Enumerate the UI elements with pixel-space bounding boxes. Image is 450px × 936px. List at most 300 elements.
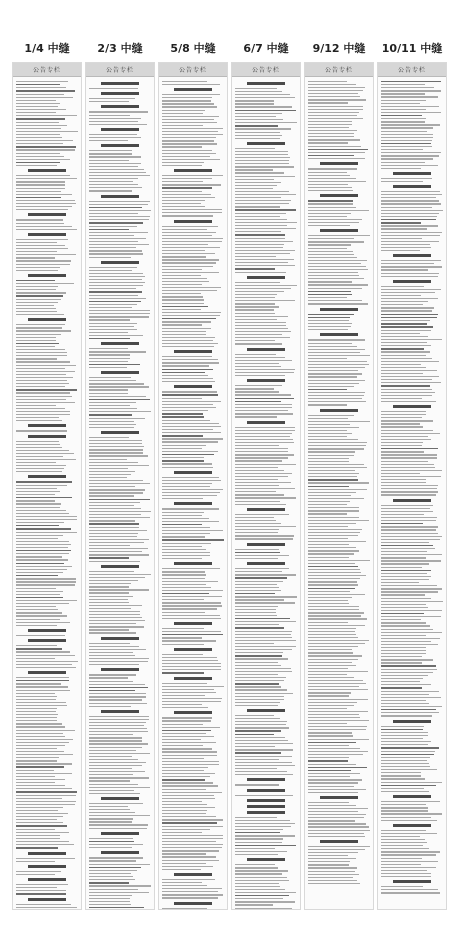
fine-print-line — [235, 715, 274, 716]
fine-print-line — [235, 309, 274, 310]
fine-print-line — [89, 716, 149, 717]
fine-print-line — [381, 385, 430, 386]
fine-print-line — [89, 892, 149, 893]
fine-print-line — [16, 575, 58, 576]
fine-print-line — [89, 803, 143, 804]
fine-print-line — [89, 348, 128, 349]
fine-print-line — [89, 737, 142, 738]
fine-print-line — [308, 436, 347, 437]
notice-heading-mark — [320, 162, 358, 165]
fine-print-line — [308, 711, 368, 712]
fine-print-line — [381, 411, 426, 412]
notice-heading-mark — [393, 254, 431, 257]
fine-print-line — [235, 612, 276, 613]
fine-print-line — [16, 832, 69, 833]
fine-print-line — [89, 396, 146, 397]
fine-print-line — [308, 149, 368, 150]
fine-print-line — [235, 470, 284, 471]
fine-print-line — [235, 442, 294, 443]
fine-print-line — [308, 464, 364, 465]
fine-print-line — [89, 885, 151, 886]
fine-print-line — [381, 775, 421, 776]
fine-print-line — [381, 310, 432, 311]
fine-print-line — [16, 122, 59, 123]
fine-print-line — [89, 626, 144, 627]
fine-print-line — [235, 497, 296, 498]
column-title-6: 10/11 中缝 — [381, 42, 443, 55]
fine-print-line — [89, 402, 136, 403]
fine-print-line — [162, 894, 223, 895]
fine-print-line — [16, 658, 55, 659]
fine-print-line — [89, 229, 129, 230]
notice-heading-mark — [28, 671, 66, 674]
fine-print-line — [381, 647, 426, 648]
fine-print-line — [381, 854, 436, 855]
fine-print-line — [308, 789, 366, 790]
fine-print-line — [16, 188, 65, 189]
fine-print-line — [381, 656, 422, 657]
fine-print-line — [381, 454, 437, 455]
fine-print-line — [16, 283, 74, 284]
fine-print-line — [89, 424, 136, 425]
fine-print-line — [16, 760, 57, 761]
fine-print-line — [162, 229, 207, 230]
fine-print-line — [16, 346, 55, 347]
notice-heading-mark — [393, 720, 431, 723]
fine-print-line — [89, 536, 137, 537]
fine-print-line — [89, 270, 132, 271]
fine-print-line — [381, 162, 425, 163]
fine-print-line — [162, 394, 218, 395]
fine-print-line — [308, 858, 356, 859]
fine-print-line — [235, 637, 292, 638]
fine-print-line — [381, 200, 439, 201]
fine-print-line — [235, 762, 292, 763]
column-title-row — [0, 32, 450, 62]
strip-text-block — [305, 77, 373, 888]
fine-print-line — [16, 763, 72, 764]
fine-print-line — [308, 597, 352, 598]
fine-print-line — [308, 817, 364, 818]
fine-print-line — [235, 128, 291, 129]
fine-print-line — [381, 791, 429, 792]
fine-print-line — [381, 100, 426, 101]
strip-text-block — [86, 77, 154, 910]
fine-print-line — [381, 567, 422, 568]
fine-print-line — [162, 720, 211, 721]
fine-print-line — [89, 351, 146, 352]
fine-print-line — [308, 606, 359, 607]
fine-print-line — [89, 580, 138, 581]
fine-print-line — [89, 655, 135, 656]
fine-print-line — [162, 755, 217, 756]
fine-print-line — [89, 134, 137, 135]
fine-print-line — [235, 892, 296, 893]
fine-print-line — [16, 648, 62, 649]
fine-print-line — [16, 159, 70, 160]
fine-print-line — [381, 448, 438, 449]
fine-print-line — [381, 588, 442, 589]
fine-print-line — [235, 319, 277, 320]
fine-print-line — [235, 552, 280, 553]
fine-print-line — [308, 603, 349, 604]
fine-print-line — [16, 305, 54, 306]
fine-print-line — [16, 754, 73, 755]
fine-print-line — [16, 361, 70, 362]
fine-print-line — [235, 225, 287, 226]
fine-print-line — [308, 136, 354, 137]
fine-print-line — [381, 613, 424, 614]
fine-print-line — [162, 801, 202, 802]
fine-print-line — [162, 337, 215, 338]
fine-print-line — [381, 622, 426, 623]
fine-print-line — [89, 542, 144, 543]
fine-print-line — [308, 427, 359, 428]
fine-print-line — [308, 820, 355, 821]
fine-print-line — [89, 551, 142, 552]
fine-print-line — [308, 550, 359, 551]
notice-heading-mark — [101, 261, 139, 264]
fine-print-line — [308, 294, 352, 295]
fine-print-line — [16, 835, 60, 836]
fine-print-line — [162, 798, 215, 799]
fine-print-line — [162, 483, 212, 484]
fine-print-line — [16, 816, 63, 817]
fine-print-line — [89, 828, 147, 829]
fine-print-line — [235, 832, 280, 833]
fine-print-line — [235, 231, 281, 232]
fine-print-line — [16, 242, 57, 243]
fine-print-line — [89, 380, 136, 381]
notice-heading-mark — [393, 880, 431, 883]
fine-print-line — [235, 908, 292, 909]
fine-print-line — [89, 520, 135, 521]
fine-print-line — [89, 361, 128, 362]
notice-heading-mark — [101, 431, 139, 434]
fine-print-line — [162, 578, 205, 579]
notice-heading-mark — [28, 475, 66, 478]
fine-print-line — [381, 84, 425, 85]
fine-print-line — [308, 668, 348, 669]
fine-print-line — [381, 476, 441, 477]
fine-print-line — [162, 789, 206, 790]
fine-print-line — [16, 907, 77, 908]
notice-heading-mark — [320, 308, 358, 311]
fine-print-line — [89, 437, 129, 438]
fine-print-line — [16, 748, 57, 749]
fine-print-line — [308, 84, 356, 85]
fine-print-line — [308, 594, 365, 595]
fine-print-line — [162, 524, 202, 525]
fine-print-line — [308, 225, 350, 226]
fine-print-line — [16, 156, 64, 157]
fine-print-line — [235, 689, 287, 690]
fine-print-line — [308, 248, 347, 249]
fine-print-line — [381, 632, 442, 633]
notice-heading-mark — [28, 639, 66, 642]
fine-print-line — [162, 343, 218, 344]
fine-print-line — [89, 867, 141, 868]
fine-print-line — [89, 753, 150, 754]
fine-print-line — [16, 730, 75, 731]
fine-print-line — [89, 288, 136, 289]
fine-print-line — [16, 330, 71, 331]
fine-print-line — [162, 346, 214, 347]
fine-print-line — [381, 554, 442, 555]
fine-print-line — [235, 216, 280, 217]
fine-print-line — [235, 549, 279, 550]
fine-print-line — [381, 738, 423, 739]
fine-print-line — [162, 615, 220, 616]
fine-print-line — [308, 732, 352, 733]
fine-print-line — [162, 832, 202, 833]
fine-print-line — [235, 845, 296, 846]
fine-print-line — [308, 513, 347, 514]
fine-print-line — [308, 329, 348, 330]
fine-print-line — [16, 459, 76, 460]
fine-print-line — [162, 178, 212, 179]
fine-print-line — [16, 822, 63, 823]
fine-print-line — [162, 134, 223, 135]
fine-print-line — [162, 521, 219, 522]
fine-print-line — [16, 226, 72, 227]
fine-print-line — [235, 577, 287, 578]
fine-print-line — [89, 592, 129, 593]
notice-heading-mark — [247, 508, 285, 511]
fine-print-line — [89, 793, 140, 794]
fine-print-line — [16, 766, 64, 767]
fine-print-line — [381, 641, 431, 642]
fine-print-line — [16, 481, 72, 482]
fine-print-line — [381, 691, 439, 692]
fine-print-line — [162, 398, 202, 399]
fine-print-line — [162, 159, 220, 160]
fine-print-line — [89, 172, 146, 173]
fine-print-line — [16, 655, 75, 656]
fine-print-line — [235, 256, 276, 257]
fine-print-line — [308, 504, 347, 505]
fine-print-line — [308, 618, 367, 619]
fine-print-line — [235, 851, 287, 852]
fine-print-line — [308, 281, 352, 282]
fine-print-line — [381, 858, 422, 859]
fine-print-line — [89, 124, 147, 125]
fine-print-line — [89, 690, 135, 691]
fine-print-line — [16, 904, 71, 905]
fine-print-line — [16, 292, 66, 293]
fine-print-line — [381, 594, 425, 595]
fine-print-line — [162, 618, 221, 619]
fine-print-line — [308, 203, 353, 204]
fine-print-line — [162, 644, 204, 645]
fine-print-line — [16, 257, 55, 258]
fine-print-line — [16, 280, 55, 281]
fine-print-line — [381, 659, 433, 660]
fine-print-line — [235, 110, 296, 111]
fine-print-line — [16, 444, 60, 445]
fine-print-line — [381, 467, 435, 468]
fine-print-line — [235, 297, 275, 298]
fine-print-line — [308, 303, 368, 304]
fine-print-line — [89, 765, 142, 766]
fine-print-line — [89, 276, 145, 277]
strip-header: 公告专栏 — [232, 63, 300, 77]
fine-print-line — [381, 339, 442, 340]
fine-print-line — [162, 663, 221, 664]
fine-print-line — [89, 674, 136, 675]
fine-print-line — [235, 372, 294, 373]
fine-print-line — [16, 175, 70, 176]
fine-print-line — [235, 451, 288, 452]
fine-print-line — [381, 273, 439, 274]
fine-print-line — [16, 779, 65, 780]
fine-print-line — [381, 398, 422, 399]
fine-print-line — [381, 836, 420, 837]
fine-print-line — [308, 127, 349, 128]
fine-print-line — [308, 538, 348, 539]
fine-print-line — [308, 754, 363, 755]
fine-print-line — [308, 671, 368, 672]
fine-print-line — [16, 209, 68, 210]
fine-print-line — [308, 745, 349, 746]
notice-heading-mark — [247, 142, 285, 145]
fine-print-line — [308, 380, 365, 381]
fine-print-line — [16, 131, 78, 132]
fine-print-line — [308, 458, 349, 459]
fine-print-line — [381, 817, 431, 818]
fine-print-line — [381, 81, 441, 82]
fine-print-line — [308, 121, 352, 122]
fine-print-line — [381, 669, 437, 670]
fine-print-line — [89, 115, 130, 116]
fine-print-line — [89, 596, 133, 597]
fine-print-line — [89, 577, 145, 578]
fine-print-line — [162, 587, 211, 588]
fine-print-line — [16, 541, 69, 542]
fine-print-line — [16, 686, 68, 687]
notice-heading-mark — [28, 213, 66, 216]
fine-print-line — [381, 763, 429, 764]
fine-print-line — [16, 690, 70, 691]
fine-print-line — [89, 643, 130, 644]
fine-print-line — [89, 502, 140, 503]
fine-print-line — [16, 566, 72, 567]
fine-print-line — [308, 767, 367, 768]
fine-print-line — [235, 696, 284, 697]
fine-print-line — [162, 435, 203, 436]
fine-print-line — [16, 847, 58, 848]
fine-print-line — [308, 291, 351, 292]
fine-print-line — [308, 655, 362, 656]
fine-print-line — [16, 717, 57, 718]
fine-print-line — [308, 235, 370, 236]
fine-print-line — [381, 747, 439, 748]
fine-print-line — [308, 686, 359, 687]
fine-print-line — [89, 649, 146, 650]
fine-print-line — [89, 449, 143, 450]
fine-print-line — [89, 722, 146, 723]
fine-print-line — [89, 241, 138, 242]
fine-print-line — [16, 584, 75, 585]
fine-print-line — [16, 578, 76, 579]
fine-print-line — [162, 869, 201, 870]
fine-print-line — [308, 222, 359, 223]
fine-print-line — [381, 426, 423, 427]
fine-print-line — [235, 646, 296, 647]
fine-print-line — [308, 808, 368, 809]
fine-print-line — [381, 610, 442, 611]
fine-print-line — [308, 210, 369, 211]
fine-print-line — [308, 874, 359, 875]
fine-print-line — [235, 176, 295, 177]
fine-print-line — [235, 826, 291, 827]
fine-print-line — [235, 829, 283, 830]
fine-print-line — [89, 608, 131, 609]
fine-print-line — [16, 109, 66, 110]
fine-print-line — [16, 711, 56, 712]
fine-print-line — [381, 782, 442, 783]
notice-heading-mark — [28, 169, 66, 172]
fine-print-line — [89, 329, 137, 330]
fine-print-line — [16, 841, 69, 842]
fine-print-line — [235, 467, 278, 468]
fine-print-line — [162, 331, 206, 332]
fine-print-line — [16, 569, 67, 570]
fine-print-line — [16, 594, 60, 595]
fine-print-line — [16, 314, 64, 315]
fine-print-line — [235, 213, 286, 214]
fine-print-line — [381, 96, 438, 97]
fine-print-line — [16, 581, 76, 582]
fine-print-line — [162, 602, 221, 603]
fine-print-line — [162, 657, 217, 658]
fine-print-line — [162, 508, 219, 509]
fine-print-line — [162, 853, 206, 854]
fine-print-line — [381, 417, 422, 418]
fine-print-line — [16, 383, 69, 384]
fine-print-line — [162, 378, 213, 379]
fine-print-line — [235, 752, 281, 753]
fine-print-line — [235, 730, 281, 731]
notice-heading-mark — [247, 789, 285, 792]
fine-print-line — [89, 499, 150, 500]
fine-print-line — [162, 736, 214, 737]
fine-print-line — [308, 392, 365, 393]
fine-print-line — [16, 785, 65, 786]
fine-print-line — [381, 140, 432, 141]
fine-print-line — [16, 563, 64, 564]
fine-print-line — [89, 882, 129, 883]
fine-print-line — [89, 527, 139, 528]
fine-print-line — [308, 175, 350, 176]
notice-heading-mark — [247, 778, 285, 781]
fine-print-line — [89, 226, 137, 227]
fine-print-line — [235, 615, 277, 616]
fine-print-line — [381, 726, 424, 727]
notice-heading-mark — [174, 562, 212, 565]
fine-print-line — [89, 904, 131, 905]
fine-print-line — [381, 804, 426, 805]
fine-print-line — [235, 154, 288, 155]
fine-print-line — [89, 216, 150, 217]
fine-print-line — [235, 185, 277, 186]
fine-print-line — [235, 106, 292, 107]
fine-print-line — [381, 585, 437, 586]
fine-print-line — [381, 482, 426, 483]
fine-print-line — [162, 776, 210, 777]
fine-print-line — [381, 342, 427, 343]
fine-print-line — [16, 861, 55, 862]
